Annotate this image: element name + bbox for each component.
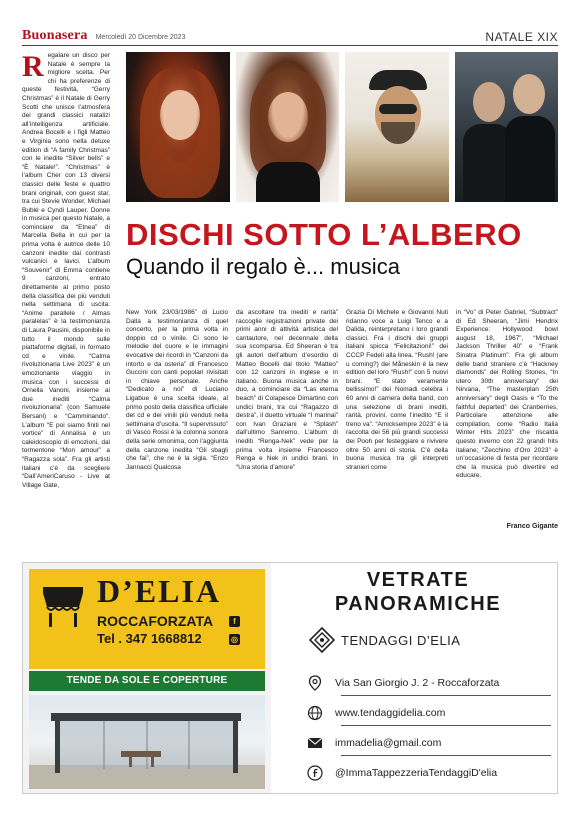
globe-icon: [307, 705, 323, 721]
article-column-4: Grazia Di Michele e Giovanni Nuti ridanno voce a Luigi Tenco e a Dalida, reinterpretano i loro grandi classici. Fra i dischi dei gruppi italiani spicca “Felicitazioni!” dei CCCP Fedeli alla linea. “Rush! (are u coming?) dei Måneskin è la new edition del loro “Rush!” con 5 nuovi brani. “E stato veramente bellissimo!” dei Nomadi celebra i 60 anni di carriera della band, con una selezione di brani inediti, rarità, provini, come l’inedito “E il treno va”. “Amicksempre 2023” è la raccolta dei 56 più grandi successi dei Pooh per festeggiare e rivivere oltre 50 anni di storia. C’è della buona musica tra gli interpreti stranieri come: [346, 309, 448, 471]
article-author: Franco Gigante: [506, 523, 558, 530]
pergola-illustration: [29, 695, 265, 789]
hair-shape: [140, 68, 220, 198]
ad-headline-1: VETRATE: [366, 569, 470, 591]
article-column-5: in “Vo” di Peter Gabriel, “Subtract” di Ed Sheeran, “Jimi Hendrix Experience: Hollywood bowl august 18, 1967”, “Michael Jackson Thriller 40” e “Frank Sinatra Platinum”. Fra gli album delle band straniere c’è “Hackney diamonds” dei Rolling Stones, “In utero 30th anniversary” dei Nirvana, “The masterplan 25th anniversary” degli Oasis e “To the faithful departed” dei Cranberries. Particolare attenzione alle compilation, come “Radio Italia Winter Hits 2023” che riscalda questo inverno con 22 grandi hits italiane; “Zecchino d’Oro 2023” è un’occasione di festa per ricordare che la musica può divertire ed educare.: [456, 309, 558, 480]
facebook-icon: f: [229, 616, 240, 627]
article-headline: DISCHI SOTTO L’ALBERO: [126, 217, 522, 252]
envelope-icon: [307, 735, 323, 751]
ad-facebook-row[interactable]: [307, 763, 497, 783]
ad-address-row: [307, 673, 499, 693]
ad-left-panel: [23, 563, 271, 793]
facebook-icon: [307, 765, 323, 781]
beard-shape: [381, 122, 415, 144]
ad-website[interactable]: www.tendaggidelia.com: [335, 707, 446, 719]
header-rule: [22, 45, 558, 46]
column-1-text: egalare un disco per Natale è sempre la migliore scelta. Per chi ha preferenze di queste festività, “Gerry Christmas” è il Natale di Gerry Scotti che unisce l’atmosfera dei grandi classici natalizi all’intelligenza artificiale. Andrea Bocelli e i figli Matteo e Virginia sono nella deluxe edition di “A family Christmas” con le inedite “Silver bells” e “È Natale!”. “Christmas” è l’album Cher con 13 diversi classici delle feste e quattro brani originali, con guest star, tra cui Stevie Wonder, Michael Bublé e Cyndi Lauper. Donne in musica per questo Natale, a cominciare da “Etnea” di Marcella Bella in cui per la prima volta è autrice delle 10 canzoni inedite dai contrasti vulcanici e lavici. L’album “Souvenir” di Emma contiene 9 canzoni, entrato direttamente al primo posto della classifica dei più venduti nella settimana di uscita. “Anime parallele / Almas paralelas” è la testimonianza di Laura Pausini, disponibile in tutto il mondo sulle piattaforme digitali, in formato cd e vinile. “Calma rivoluzionaria Live 2023” è un emozionante viaggio in musica con i successi di Ornella Vanoni, insieme ai due inediti “Calma rivoluzionaria” (con Samuele Bersani) e “Camminando”. L’album “E poi siamo finiti nel vortice” di Annalisa è un caleidoscopio di emozioni, dal tormentone “Mon amour” a “Ragazza sola”. Fra gli artisti italiani c’è da scegliere “Dall’AmeriCaruso - Live at Village Gate,: [22, 52, 110, 489]
glasses-shape: [379, 104, 417, 114]
ad-brand-name: D’ELIA: [97, 573, 222, 609]
ad-company-name: TENDAGGI D’ELIA: [341, 633, 461, 648]
location-pin-icon: [307, 675, 323, 691]
awning-logo-icon: [37, 583, 89, 629]
drop-cap: R: [22, 52, 44, 83]
photo-singer-1: [126, 52, 230, 202]
article-subheadline: Quando il regalo è... musica: [126, 254, 400, 279]
divider: [341, 755, 551, 756]
clothing-shape: [256, 162, 320, 202]
page-header: [22, 22, 558, 44]
ad-brand-block: [29, 569, 265, 669]
divider: [341, 725, 551, 726]
section-label: NATALE XIX: [485, 30, 558, 44]
photo-strip: [126, 52, 558, 202]
ad-address: Via San Giorgio J. 2 - Roccaforzata: [335, 677, 500, 689]
article-column-2: New York 23/03/1986” di Lucio Dalla a testimonianza di quel concerto, per la prima volta in doppio cd o vinile. Ci sono le melodie del cuore e le immagini evocative dei ricordi in “Canzoni da intorto e da osteria” di Francesco Guccini con canti popolari rivisitati in chiave personale. Anche “Dedicato a noi” di Luciano Ligabue è una scelta ideale, al primo posto della classifica ufficiale del cd e dei vinili più venduti nella settimana d’uscita. “Il supervissuto” di Vasco Rossi è la colonna sonora della serie omonima, con l’aggiunta della canzone inedita “Gli sbagli che fai”, che ne è la sigla. “Enzo Jannacci Qualcosa: [126, 309, 228, 471]
advertisement: [22, 562, 558, 794]
photo-singer-2: [236, 52, 340, 202]
ad-tagline: TENDE DA SOLE E COPERTURE: [29, 671, 265, 691]
article-body-columns: [126, 309, 558, 535]
ad-email[interactable]: immadelia@gmail.com: [335, 737, 442, 749]
instagram-icon: ◎: [229, 634, 240, 645]
face-shape: [513, 74, 545, 114]
ad-town: ROCCAFORZATA: [97, 613, 214, 629]
newspaper-brand: Buonasera: [22, 28, 88, 43]
photo-singer-4: [455, 52, 559, 202]
ad-facebook-handle[interactable]: @ImmaTappezzeriaTendaggiD'elia: [335, 767, 498, 779]
issue-date: Mercoledì 20 Dicembre 2023: [95, 34, 186, 41]
pergola-image: [29, 695, 265, 789]
ad-phone: Tel . 347 1668812: [97, 631, 202, 646]
ad-email-row[interactable]: [307, 733, 441, 753]
divider: [341, 695, 551, 696]
suit-shape: [505, 116, 555, 202]
photo-singer-3: [345, 52, 449, 202]
tendaggi-logo-icon: [309, 627, 335, 653]
article: [22, 50, 558, 540]
face-shape: [473, 82, 505, 122]
ad-website-row[interactable]: [307, 703, 445, 723]
article-column-1: [22, 52, 110, 538]
ad-right-panel: [279, 563, 557, 793]
article-column-3: da ascoltare tra inediti e rarità” raccoglie registrazioni private dei primi anni di attività artistica del cantautore, nel decennale della sua scomparsa. Ed Sheeran è tra gli autori dell’album d’esordio di Matteo Bocelli dal titolo “Matteo” con 12 canzoni in inglese e in italiano. Buona musica anche in duo, a cominciare da “Las eterna beach” di Colapesce Dimartino con undici brani, tra cui “Ragazzo di destra”, il duetto virtuale “I marinai” con Ivan Graziani e “Splash” dall’ultimo Sanremo. L’album di inediti “Renga-Nek” vede per la prima volta insieme Francesco Renga e Nek in undici brani. In “Una storia d’amore”: [236, 309, 338, 471]
ad-headline-2: PANORAMICHE: [334, 593, 502, 615]
